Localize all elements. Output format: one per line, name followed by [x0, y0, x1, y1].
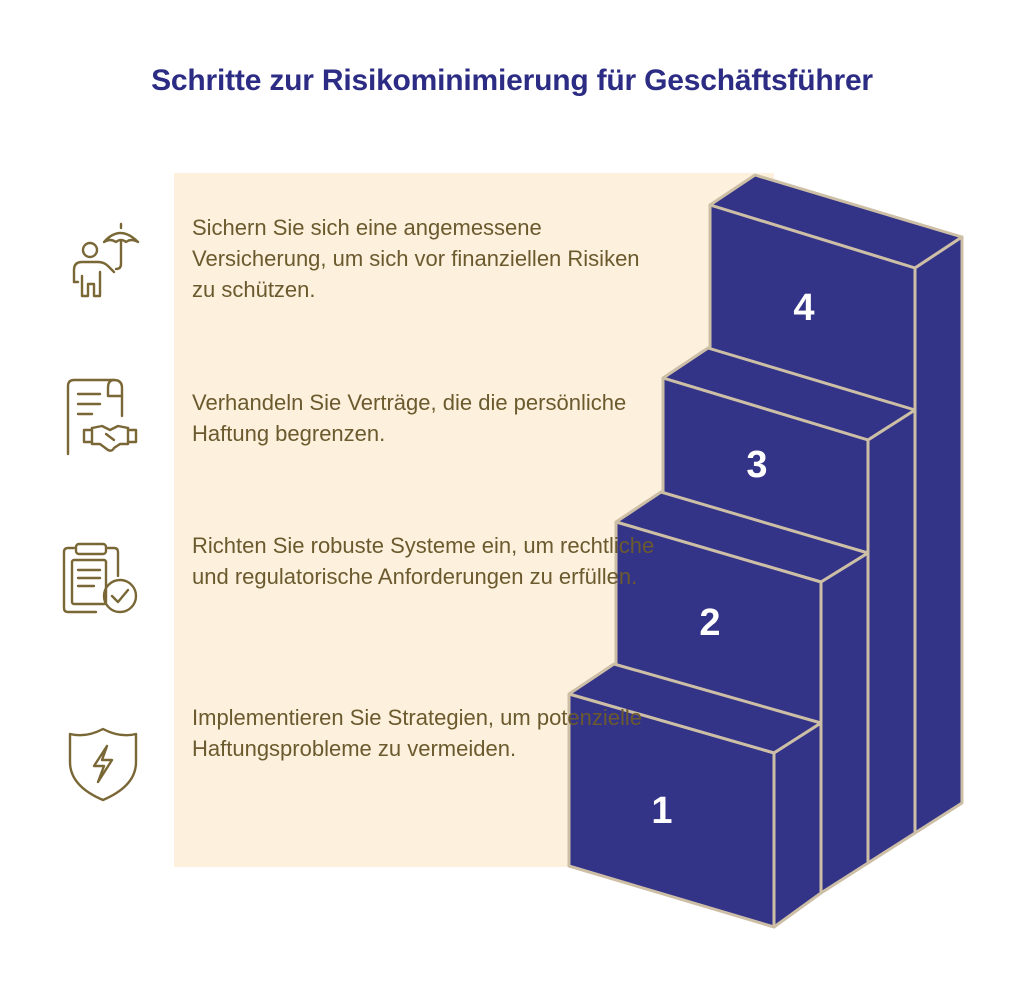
step-3-number: 3 [746, 444, 768, 486]
step-4-text: Sichern Sie sich eine angemessene Versicherung, um sich vor finanziellen Risiken zu schützen. [192, 215, 640, 302]
clipboard-check-icon [60, 540, 144, 616]
shield-lightning-icon [66, 726, 140, 802]
step-1-text: Implementieren Sie Strategien, um potenzielle Haftungsprobleme zu vermeiden. [192, 705, 643, 761]
step-2-text: Richten Sie robuste Systeme ein, um rechtliche und regulatorische Anforderungen zu erfüllen. [192, 533, 655, 589]
person-umbrella-icon [64, 220, 144, 302]
step-1-number: 1 [651, 790, 673, 832]
step-4-number: 4 [793, 287, 815, 329]
step-3-text: Verhandeln Sie Verträge, die die persönliche Haftung begrenzen. [192, 390, 627, 446]
contract-handshake-icon [62, 376, 144, 458]
step-2-number: 2 [699, 602, 721, 644]
page-title: Schritte zur Risikominimierung für Geschäftsführer [151, 64, 873, 97]
